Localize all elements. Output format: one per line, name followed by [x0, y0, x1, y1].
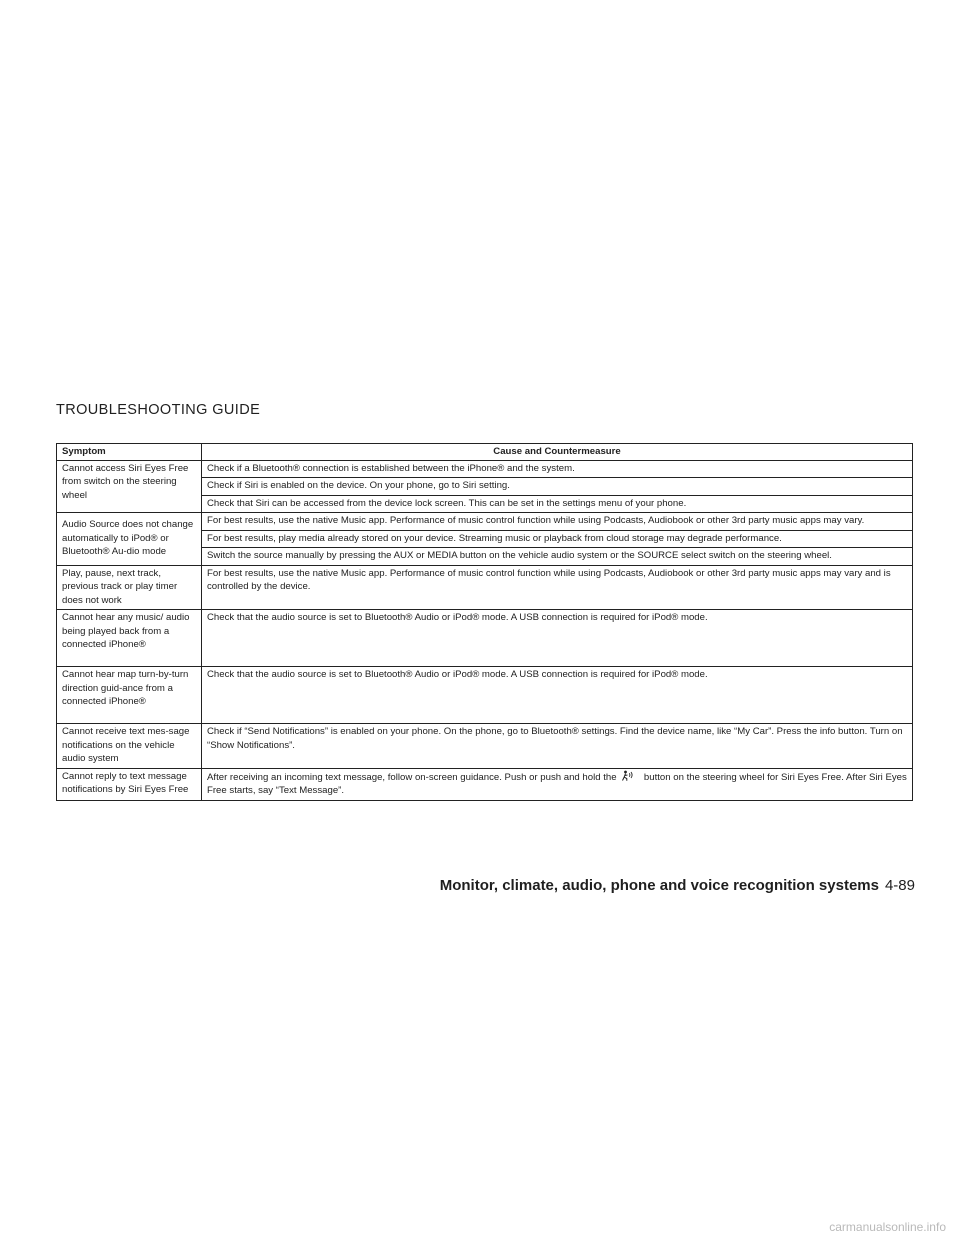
cause-cell: Check that the audio source is set to Bluetooth® Audio or iPod® mode. A USB connection is required for iPod® mode.	[202, 667, 913, 724]
table-row	[57, 610, 913, 667]
cause-cell: For best results, play media already stored on your device. Streaming music or playback from cloud storage may degrade performance.	[202, 530, 913, 548]
table-row	[57, 768, 913, 800]
cause-cell: For best results, use the native Music app. Performance of music control function while using Podcasts, Audiobook or other 3rd party music apps may vary.	[202, 513, 913, 531]
table-row	[57, 460, 913, 478]
cause-cell: Check that the audio source is set to Bluetooth® Audio or iPod® mode. A USB connection is required for iPod® mode.	[202, 610, 913, 667]
table-row	[57, 513, 913, 531]
page-footer	[440, 877, 915, 894]
cause-text-part2: button on the steering wheel for Siri Eyes Free. After Siri Eyes Free starts, say “Text Message”.	[207, 771, 907, 796]
table-row	[57, 565, 913, 610]
cause-cell: Check if “Send Notifications” is enabled on your phone. On the phone, go to Bluetooth® settings. Find the device name, like “My Car”. Press the info button. Turn on “Show Notifications”.	[202, 724, 913, 769]
watermark: carmanualsonline.info	[829, 1220, 946, 1234]
symptom-cell: Cannot hear any music/ audio being played back from a connected iPhone®	[57, 610, 202, 667]
symptom-cell: Play, pause, next track, previous track or play timer does not work	[57, 565, 202, 610]
section-title: TROUBLESHOOTING GUIDE	[56, 402, 261, 418]
cause-cell: Check that Siri can be accessed from the device lock screen. This can be set in the settings menu of your phone.	[202, 495, 913, 513]
cause-cell: Check if Siri is enabled on the device. On your phone, go to Siri setting.	[202, 478, 913, 496]
troubleshooting-table	[56, 443, 913, 801]
header-cause: Cause and Countermeasure	[202, 444, 913, 461]
symptom-cell: Audio Source does not change automatically to iPod® or Bluetooth® Au-dio mode	[57, 513, 202, 566]
symptom-cell: Cannot access Siri Eyes Free from switch on the steering wheel	[57, 460, 202, 513]
voice-recognition-icon	[621, 770, 635, 781]
cause-cell: Switch the source manually by pressing the AUX or MEDIA button on the vehicle audio system or the SOURCE select switch on the steering wheel.	[202, 548, 913, 566]
table-row	[57, 724, 913, 769]
symptom-cell: Cannot hear map turn-by-turn direction guid-ance from a connected iPhone®	[57, 667, 202, 724]
cause-cell: For best results, use the native Music app. Performance of music control function while using Podcasts, Audiobook or other 3rd party music apps may vary and is controlled by the device.	[202, 565, 913, 610]
cause-text-part1: After receiving an incoming text message, follow on-screen guidance. Push or push and hold the	[207, 771, 617, 783]
table-row	[57, 667, 913, 724]
symptom-cell: Cannot reply to text message notifications by Siri Eyes Free	[57, 768, 202, 800]
table-header-row	[57, 444, 913, 461]
page-number: 4-89	[884, 877, 915, 894]
chapter-title: Monitor, climate, audio, phone and voice recognition systems	[439, 877, 879, 894]
header-symptom: Symptom	[57, 444, 202, 461]
cause-cell	[202, 768, 913, 800]
symptom-cell: Cannot receive text mes-sage notifications on the vehicle audio system	[57, 724, 202, 769]
cause-cell: Check if a Bluetooth® connection is established between the iPhone® and the system.	[202, 460, 913, 478]
